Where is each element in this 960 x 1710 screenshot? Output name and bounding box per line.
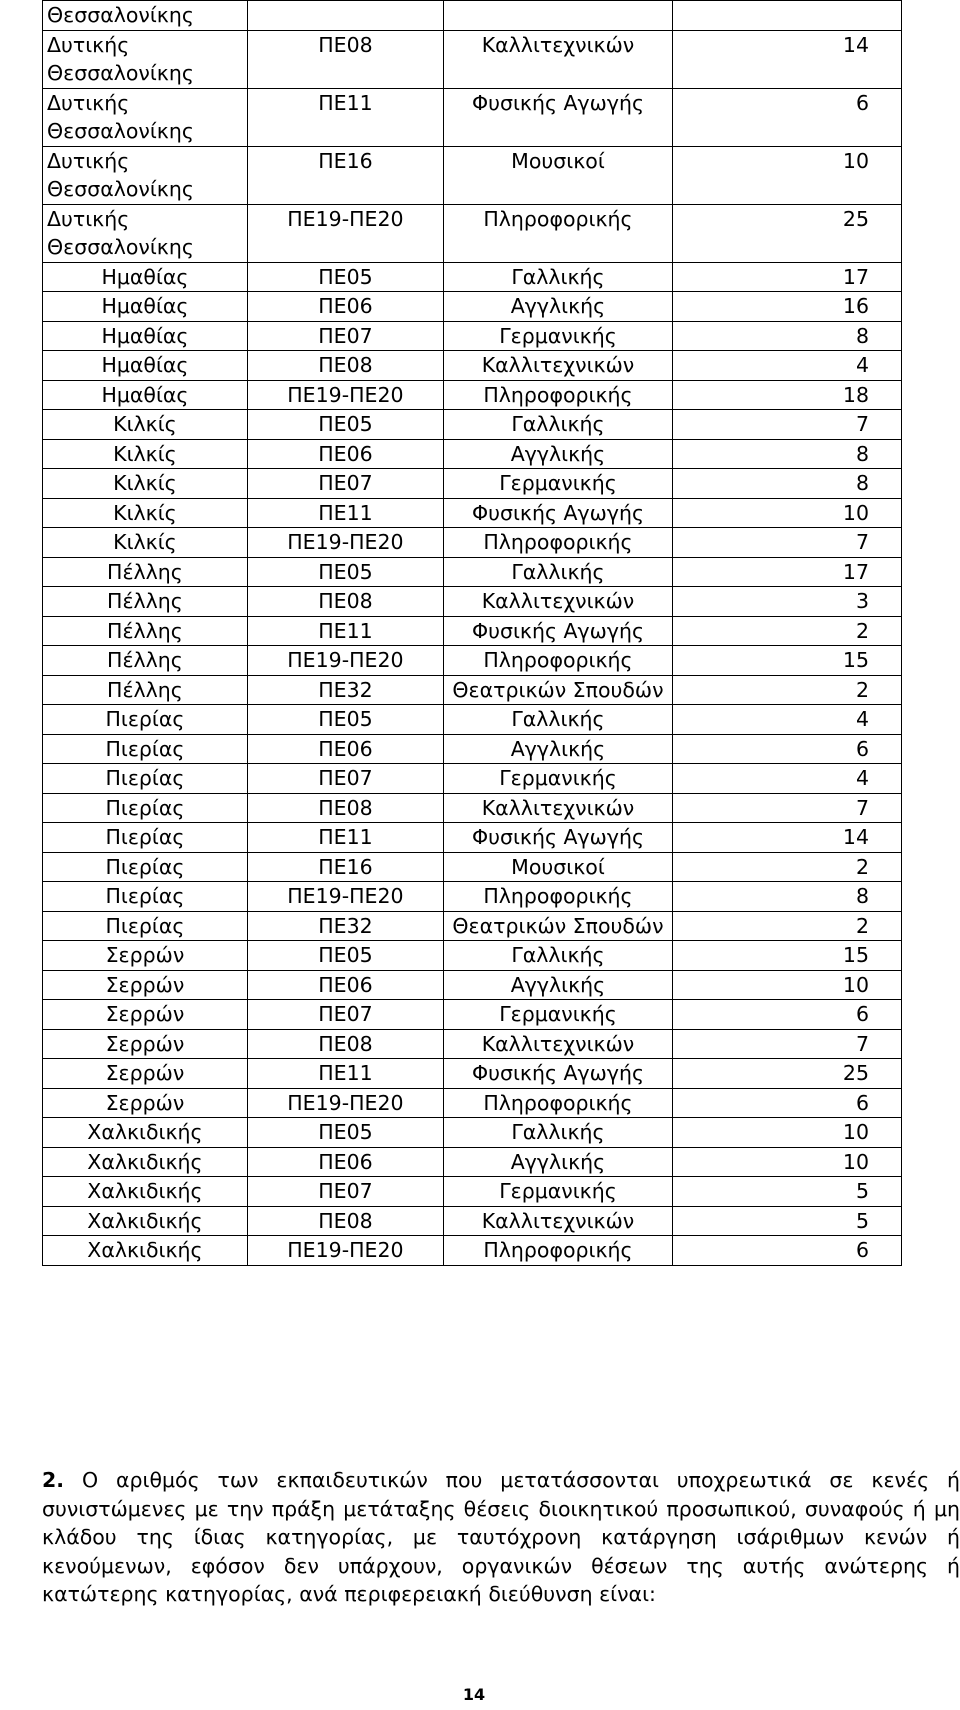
code-cell: ΠΕ08: [247, 793, 443, 823]
region-cell: Πιερίας: [43, 882, 248, 912]
table-row: [43, 1059, 902, 1089]
table-row: [43, 941, 902, 971]
subject-cell: Πληροφορικής: [443, 1088, 672, 1118]
subject-cell: Καλλιτεχνικών: [443, 30, 672, 88]
subject-cell: Πληροφορικής: [443, 380, 672, 410]
count-cell: 5: [672, 1177, 901, 1207]
subject-cell: Γαλλικής: [443, 557, 672, 587]
subject-cell: Πληροφορικής: [443, 882, 672, 912]
table-row: [43, 557, 902, 587]
region-cell: Κιλκίς: [43, 469, 248, 499]
region-cell: Σερρών: [43, 1088, 248, 1118]
code-cell: ΠΕ07: [247, 321, 443, 351]
region-cell: Πέλλης: [43, 557, 248, 587]
count-cell: 4: [672, 705, 901, 735]
table-body: [43, 1, 902, 1266]
count-cell: 18: [672, 380, 901, 410]
count-cell: 10: [672, 1118, 901, 1148]
code-cell: ΠΕ16: [247, 852, 443, 882]
count-cell: 15: [672, 646, 901, 676]
count-cell: 3: [672, 587, 901, 617]
table-row: [43, 646, 902, 676]
table-row: [43, 1118, 902, 1148]
subject-cell: Γαλλικής: [443, 262, 672, 292]
code-cell: ΠΕ11: [247, 1059, 443, 1089]
count-cell: 7: [672, 1029, 901, 1059]
table-row: [43, 1, 902, 31]
code-cell: ΠΕ32: [247, 911, 443, 941]
code-cell: ΠΕ11: [247, 88, 443, 146]
count-cell: 10: [672, 146, 901, 204]
count-cell: 4: [672, 351, 901, 381]
code-cell: ΠΕ19-ΠΕ20: [247, 1236, 443, 1266]
table-row: [43, 823, 902, 853]
subject-cell: Καλλιτεχνικών: [443, 351, 672, 381]
subject-cell: Καλλιτεχνικών: [443, 793, 672, 823]
code-cell: ΠΕ19-ΠΕ20: [247, 1088, 443, 1118]
subject-cell: Πληροφορικής: [443, 528, 672, 558]
page-number: 14: [462, 1685, 486, 1704]
count-cell: 7: [672, 528, 901, 558]
paragraph-text: Ο αριθμός των εκπαιδευτικών που μετατάσσονται υποχρεωτικά σε κενές ή συνιστώμενες με την πράξη μετάταξης θέσεις διοικητικού προσωπικού, συναφούς ή μη κλάδου της ίδιας κατηγορίας, με ταυτόχρονη κατάργηση ισάριθμων κενών ή κενούμενων, εφόσον δεν υπάρχουν, οργανικών θέσεων της αυτής ανώτερης ή κατώτερης κατηγορίας, ανά περιφερειακή διεύθυνση είναι:: [42, 1468, 960, 1606]
code-cell: ΠΕ19-ΠΕ20: [247, 380, 443, 410]
paragraph-2: [42, 1466, 960, 1609]
table-row: [43, 146, 902, 204]
subject-cell: Γαλλικής: [443, 410, 672, 440]
table-row: [43, 675, 902, 705]
table-row: [43, 528, 902, 558]
code-cell: ΠΕ05: [247, 705, 443, 735]
subject-cell: Αγγλικής: [443, 970, 672, 1000]
count-cell: 7: [672, 410, 901, 440]
code-cell: ΠΕ32: [247, 675, 443, 705]
region-cell: Πέλλης: [43, 616, 248, 646]
allocation-table: [42, 0, 902, 1266]
region-cell: Ημαθίας: [43, 351, 248, 381]
code-cell: ΠΕ05: [247, 941, 443, 971]
region-cell: Κιλκίς: [43, 528, 248, 558]
table-row: [43, 204, 902, 262]
code-cell: ΠΕ06: [247, 1147, 443, 1177]
count-cell: 6: [672, 88, 901, 146]
table-row: [43, 380, 902, 410]
count-cell: 8: [672, 321, 901, 351]
code-cell: ΠΕ08: [247, 30, 443, 88]
table-row: [43, 1177, 902, 1207]
subject-cell: Γαλλικής: [443, 941, 672, 971]
subject-cell: Θεατρικών Σπουδών: [443, 675, 672, 705]
code-cell: ΠΕ11: [247, 498, 443, 528]
subject-cell: Πληροφορικής: [443, 646, 672, 676]
table-row: [43, 351, 902, 381]
region-cell: Πιερίας: [43, 823, 248, 853]
subject-cell: Πληροφορικής: [443, 1236, 672, 1266]
code-cell: ΠΕ11: [247, 823, 443, 853]
subject-cell: Φυσικής Αγωγής: [443, 616, 672, 646]
table-row: [43, 1236, 902, 1266]
table-row: [43, 498, 902, 528]
region-cell: Σερρών: [43, 970, 248, 1000]
region-cell: Χαλκιδικής: [43, 1206, 248, 1236]
subject-cell: Γερμανικής: [443, 321, 672, 351]
region-cell: Χαλκιδικής: [43, 1147, 248, 1177]
subject-cell: Καλλιτεχνικών: [443, 587, 672, 617]
table-row: [43, 1029, 902, 1059]
table-row: [43, 1088, 902, 1118]
table-row: [43, 439, 902, 469]
subject-cell: Πληροφορικής: [443, 204, 672, 262]
table-row: [43, 321, 902, 351]
code-cell: ΠΕ08: [247, 1206, 443, 1236]
count-cell: 15: [672, 941, 901, 971]
region-cell: Κιλκίς: [43, 410, 248, 440]
subject-cell: Φυσικής Αγωγής: [443, 498, 672, 528]
code-cell: ΠΕ05: [247, 262, 443, 292]
table-row: [43, 882, 902, 912]
count-cell: 8: [672, 882, 901, 912]
region-cell: Σερρών: [43, 941, 248, 971]
region-cell: Σερρών: [43, 1059, 248, 1089]
count-cell: 10: [672, 498, 901, 528]
code-cell: ΠΕ11: [247, 616, 443, 646]
count-cell: 4: [672, 764, 901, 794]
count-cell: 14: [672, 30, 901, 88]
count-cell: 16: [672, 292, 901, 322]
region-cell: Χαλκιδικής: [43, 1118, 248, 1148]
region-cell: Σερρών: [43, 1029, 248, 1059]
code-cell: [247, 1, 443, 31]
region-cell: Πιερίας: [43, 734, 248, 764]
region-cell: Χαλκιδικής: [43, 1236, 248, 1266]
count-cell: 6: [672, 1000, 901, 1030]
region-cell: Πέλλης: [43, 675, 248, 705]
region-cell: Κιλκίς: [43, 439, 248, 469]
count-cell: 6: [672, 1088, 901, 1118]
subject-cell: Φυσικής Αγωγής: [443, 1059, 672, 1089]
code-cell: ΠΕ07: [247, 1000, 443, 1030]
table-row: [43, 88, 902, 146]
table-row: [43, 616, 902, 646]
region-cell: Ημαθίας: [43, 321, 248, 351]
code-cell: ΠΕ19-ΠΕ20: [247, 528, 443, 558]
code-cell: ΠΕ19-ΠΕ20: [247, 882, 443, 912]
count-cell: 17: [672, 262, 901, 292]
code-cell: ΠΕ19-ΠΕ20: [247, 204, 443, 262]
paragraph-number: 2.: [42, 1468, 65, 1492]
region-cell: Πιερίας: [43, 793, 248, 823]
count-cell: 2: [672, 911, 901, 941]
count-cell: 8: [672, 469, 901, 499]
table-row: [43, 1147, 902, 1177]
code-cell: ΠΕ05: [247, 410, 443, 440]
table-row: [43, 911, 902, 941]
region-cell: Δυτικής Θεσσαλονίκης: [43, 30, 248, 88]
table-row: [43, 970, 902, 1000]
code-cell: ΠΕ19-ΠΕ20: [247, 646, 443, 676]
subject-cell: Γαλλικής: [443, 705, 672, 735]
code-cell: ΠΕ08: [247, 351, 443, 381]
subject-cell: Αγγλικής: [443, 1147, 672, 1177]
region-cell: Δυτικής Θεσσαλονίκης: [43, 88, 248, 146]
code-cell: ΠΕ16: [247, 146, 443, 204]
table-row: [43, 705, 902, 735]
subject-cell: Φυσικής Αγωγής: [443, 88, 672, 146]
table-row: [43, 30, 902, 88]
region-cell: Πιερίας: [43, 852, 248, 882]
region-cell: Κιλκίς: [43, 498, 248, 528]
table-row: [43, 764, 902, 794]
region-cell: Χαλκιδικής: [43, 1177, 248, 1207]
table-row: [43, 469, 902, 499]
table-row: [43, 734, 902, 764]
subject-cell: Μουσικοί: [443, 852, 672, 882]
region-cell: Πιερίας: [43, 764, 248, 794]
subject-cell: Αγγλικής: [443, 439, 672, 469]
count-cell: 2: [672, 616, 901, 646]
table-row: [43, 410, 902, 440]
region-cell: Ημαθίας: [43, 380, 248, 410]
subject-cell: Καλλιτεχνικών: [443, 1206, 672, 1236]
subject-cell: Αγγλικής: [443, 292, 672, 322]
count-cell: 10: [672, 1147, 901, 1177]
region-cell: Ημαθίας: [43, 292, 248, 322]
count-cell: 7: [672, 793, 901, 823]
region-cell: Σερρών: [43, 1000, 248, 1030]
subject-cell: Φυσικής Αγωγής: [443, 823, 672, 853]
table-row: [43, 262, 902, 292]
region-cell: Ημαθίας: [43, 262, 248, 292]
subject-cell: Μουσικοί: [443, 146, 672, 204]
count-cell: 6: [672, 1236, 901, 1266]
count-cell: 2: [672, 852, 901, 882]
region-cell: Δυτικής Θεσσαλονίκης: [43, 146, 248, 204]
region-cell: Θεσσαλονίκης: [43, 1, 248, 31]
code-cell: ΠΕ05: [247, 1118, 443, 1148]
code-cell: ΠΕ06: [247, 734, 443, 764]
subject-cell: Γερμανικής: [443, 469, 672, 499]
table-row: [43, 852, 902, 882]
region-cell: Πιερίας: [43, 705, 248, 735]
count-cell: 14: [672, 823, 901, 853]
count-cell: 25: [672, 1059, 901, 1089]
subject-cell: [443, 1, 672, 31]
subject-cell: Γερμανικής: [443, 1000, 672, 1030]
subject-cell: Γερμανικής: [443, 1177, 672, 1207]
code-cell: ΠΕ08: [247, 1029, 443, 1059]
table-row: [43, 292, 902, 322]
code-cell: ΠΕ06: [247, 970, 443, 1000]
subject-cell: Γαλλικής: [443, 1118, 672, 1148]
code-cell: ΠΕ08: [247, 587, 443, 617]
count-cell: 17: [672, 557, 901, 587]
count-cell: 6: [672, 734, 901, 764]
region-cell: Πιερίας: [43, 911, 248, 941]
count-cell: 10: [672, 970, 901, 1000]
subject-cell: Αγγλικής: [443, 734, 672, 764]
count-cell: [672, 1, 901, 31]
code-cell: ΠΕ05: [247, 557, 443, 587]
region-cell: Πέλλης: [43, 646, 248, 676]
code-cell: ΠΕ07: [247, 764, 443, 794]
code-cell: ΠΕ07: [247, 469, 443, 499]
count-cell: 25: [672, 204, 901, 262]
table-row: [43, 1206, 902, 1236]
subject-cell: Θεατρικών Σπουδών: [443, 911, 672, 941]
table-row: [43, 587, 902, 617]
count-cell: 8: [672, 439, 901, 469]
table-row: [43, 793, 902, 823]
code-cell: ΠΕ06: [247, 292, 443, 322]
table-row: [43, 1000, 902, 1030]
count-cell: 5: [672, 1206, 901, 1236]
code-cell: ΠΕ06: [247, 439, 443, 469]
subject-cell: Καλλιτεχνικών: [443, 1029, 672, 1059]
count-cell: 2: [672, 675, 901, 705]
code-cell: ΠΕ07: [247, 1177, 443, 1207]
region-cell: Πέλλης: [43, 587, 248, 617]
subject-cell: Γερμανικής: [443, 764, 672, 794]
region-cell: Δυτικής Θεσσαλονίκης: [43, 204, 248, 262]
